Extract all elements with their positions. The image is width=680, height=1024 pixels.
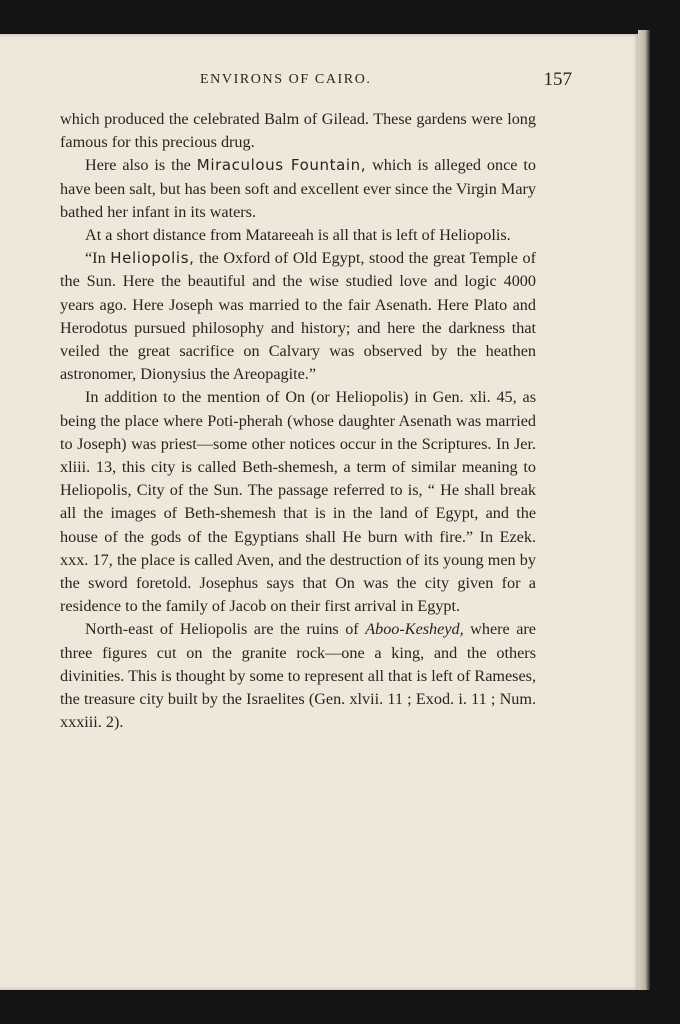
text-run: the Oxford of Old Egypt, stood the great Temple of the Sun. Here the beautiful and the wise studied love and logic 4000 years ago. Here Joseph was married to the fair Asenath. Here Plato and Herodotus pursued philosophy and history; and here the darkness that veiled the great sacrifice on Calvary was observed by the heathen astronomer, Dionysius the Areopagite.” bbox=[60, 249, 536, 384]
text-run: Here also is the bbox=[85, 156, 197, 175]
text-run: North-east of Heliopolis are the ruins of bbox=[85, 620, 366, 639]
page-edge bbox=[638, 30, 650, 990]
page-header bbox=[60, 69, 572, 96]
page-number: 157 bbox=[543, 69, 572, 90]
running-head: ENVIRONS OF CAIRO. bbox=[200, 72, 372, 87]
text-run: where are three figures cut on the granite rock—one a king, and the others divinities. This is thought by some to represent all that is left of Rameses, the treasure city built by the Israelites (Gen. xlvii. 11 ; Exod. i. 11 ; Num. xxxiii. 2). bbox=[60, 620, 536, 732]
paragraph-2 bbox=[60, 154, 536, 224]
emphasis-heliopolis: Heliopolis, bbox=[110, 249, 195, 268]
text-run: which is alleged once to have been salt, but has been soft and excellent ever since the Virgin Mary bathed her infant in its waters. bbox=[60, 156, 536, 221]
body-text bbox=[60, 108, 536, 734]
paragraph-6 bbox=[60, 618, 536, 734]
paragraph-3: At a short distance from Matareeah is all that is left of Heliopolis. bbox=[85, 226, 511, 245]
paragraph-1: which produced the celebrated Balm of Gilead. These gardens were long famous for this precious drug. bbox=[60, 110, 536, 152]
text-run: “In bbox=[85, 249, 111, 268]
italic-place-name: Aboo-Kesheyd, bbox=[365, 620, 464, 639]
paragraph-5: In addition to the mention of On (or Heliopolis) in Gen. xli. 45, as being the place where Poti-pherah (whose daughter Asenath was married to Joseph) was priest—some other notices occur in the Scriptures. In Jer. xliii. 13, this city is called Beth-shemesh, a term of similar meaning to Heliopolis, City of the Sun. The passage referred to is, “ He shall break all the images of Beth-shemesh that is in the land of Egypt, and the house of the gods of the Egyptians shall He burn with fire.” In Ezek. xxx. 17, the place is called Aven, and the destruction of its young men by the sword foretold. Josephus says that On was the city given for a residence to the family of Jacob on their first arrival in Egypt. bbox=[60, 388, 536, 616]
emphasis-miraculous-fountain: Miraculous Fountain, bbox=[196, 156, 367, 175]
paragraph-4 bbox=[60, 247, 536, 386]
